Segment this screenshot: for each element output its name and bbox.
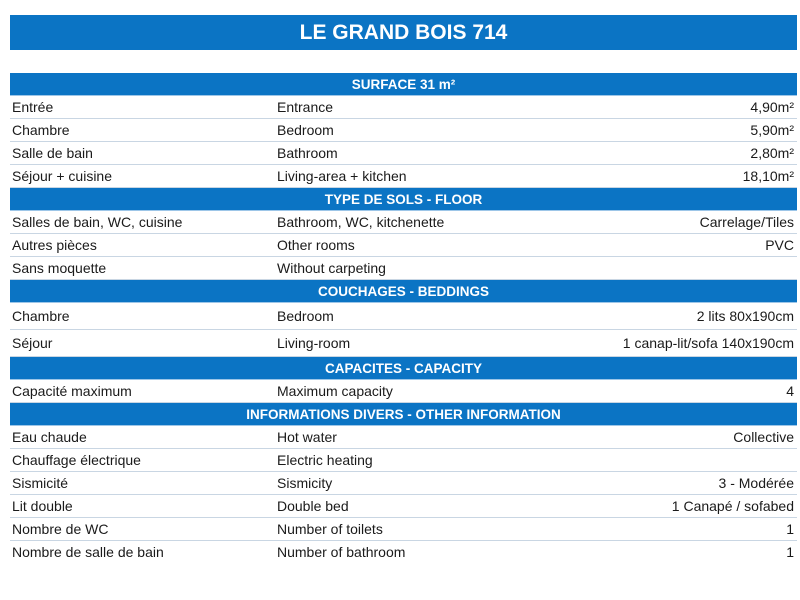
label-en: Living-area + kitchen [277, 168, 407, 184]
label-fr: Salles de bain, WC, cuisine [12, 214, 183, 230]
value: 1 [786, 521, 794, 537]
label-fr: Sismicité [12, 475, 69, 491]
label-fr: Sans moquette [12, 260, 107, 276]
label-fr: Chambre [12, 122, 70, 138]
value: 2,80m² [750, 145, 794, 161]
section-header-info: INFORMATIONS DIVERS - OTHER INFORMATION [10, 403, 797, 426]
table-row [10, 303, 797, 330]
table-row [10, 426, 797, 449]
value: PVC [765, 237, 794, 253]
value: 1 Canapé / sofabed [671, 498, 794, 514]
table-row [10, 472, 797, 495]
table-row [10, 257, 797, 280]
value: 1 canap-lit/sofa 140x190cm [622, 335, 794, 351]
value: 1 [786, 544, 794, 560]
label-fr: Nombre de WC [12, 521, 109, 537]
label-en: Number of toilets [277, 521, 383, 537]
label-fr: Séjour + cuisine [12, 168, 113, 184]
table-row [10, 449, 797, 472]
value: 3 - Modérée [718, 475, 794, 491]
table-row [10, 380, 797, 403]
value: Collective [733, 429, 794, 445]
label-en: Bathroom [277, 145, 338, 161]
section-header-beddings: COUCHAGES - BEDDINGS [10, 280, 797, 303]
label-fr: Capacité maximum [12, 383, 132, 399]
table-row [10, 96, 797, 119]
label-fr: Séjour [12, 335, 53, 351]
value: 2 lits 80x190cm [696, 308, 794, 324]
label-en: Without carpeting [277, 260, 386, 276]
property-sheet [10, 73, 797, 563]
table-row [10, 165, 797, 188]
value: Carrelage/Tiles [699, 214, 794, 230]
label-en: Living-room [277, 335, 351, 351]
label-en: Maximum capacity [277, 383, 393, 399]
value: 4,90m² [750, 99, 794, 115]
value: 18,10m² [742, 168, 794, 184]
label-en: Bathroom, WC, kitchenette [277, 214, 445, 230]
section-header-surface: SURFACE 31 m² [10, 73, 797, 96]
label-fr: Salle de bain [12, 145, 93, 161]
table-row [10, 119, 797, 142]
label-fr: Lit double [12, 498, 73, 514]
label-en: Number of bathroom [277, 544, 406, 560]
value: 4 [786, 383, 794, 399]
table-row [10, 541, 797, 563]
label-en: Electric heating [277, 452, 373, 468]
label-fr: Nombre de salle de bain [12, 544, 164, 560]
label-en: Bedroom [277, 308, 334, 324]
label-en: Sismicity [277, 475, 333, 491]
value: 5,90m² [750, 122, 794, 138]
table-row [10, 142, 797, 165]
section-header-floor: TYPE DE SOLS - FLOOR [10, 188, 797, 211]
label-en: Other rooms [277, 237, 355, 253]
table-row [10, 234, 797, 257]
table-row [10, 211, 797, 234]
table-row [10, 495, 797, 518]
label-en: Double bed [277, 498, 349, 514]
table-row [10, 330, 797, 357]
label-fr: Entrée [12, 99, 54, 115]
label-fr: Chauffage électrique [12, 452, 141, 468]
section-header-capacity: CAPACITES - CAPACITY [10, 357, 797, 380]
label-en: Bedroom [277, 122, 334, 138]
label-fr: Eau chaude [12, 429, 87, 445]
page-title: LE GRAND BOIS 714 [10, 15, 797, 50]
label-en: Hot water [277, 429, 337, 445]
table-row [10, 518, 797, 541]
label-fr: Chambre [12, 308, 70, 324]
label-en: Entrance [277, 99, 334, 115]
label-fr: Autres pièces [12, 237, 97, 253]
